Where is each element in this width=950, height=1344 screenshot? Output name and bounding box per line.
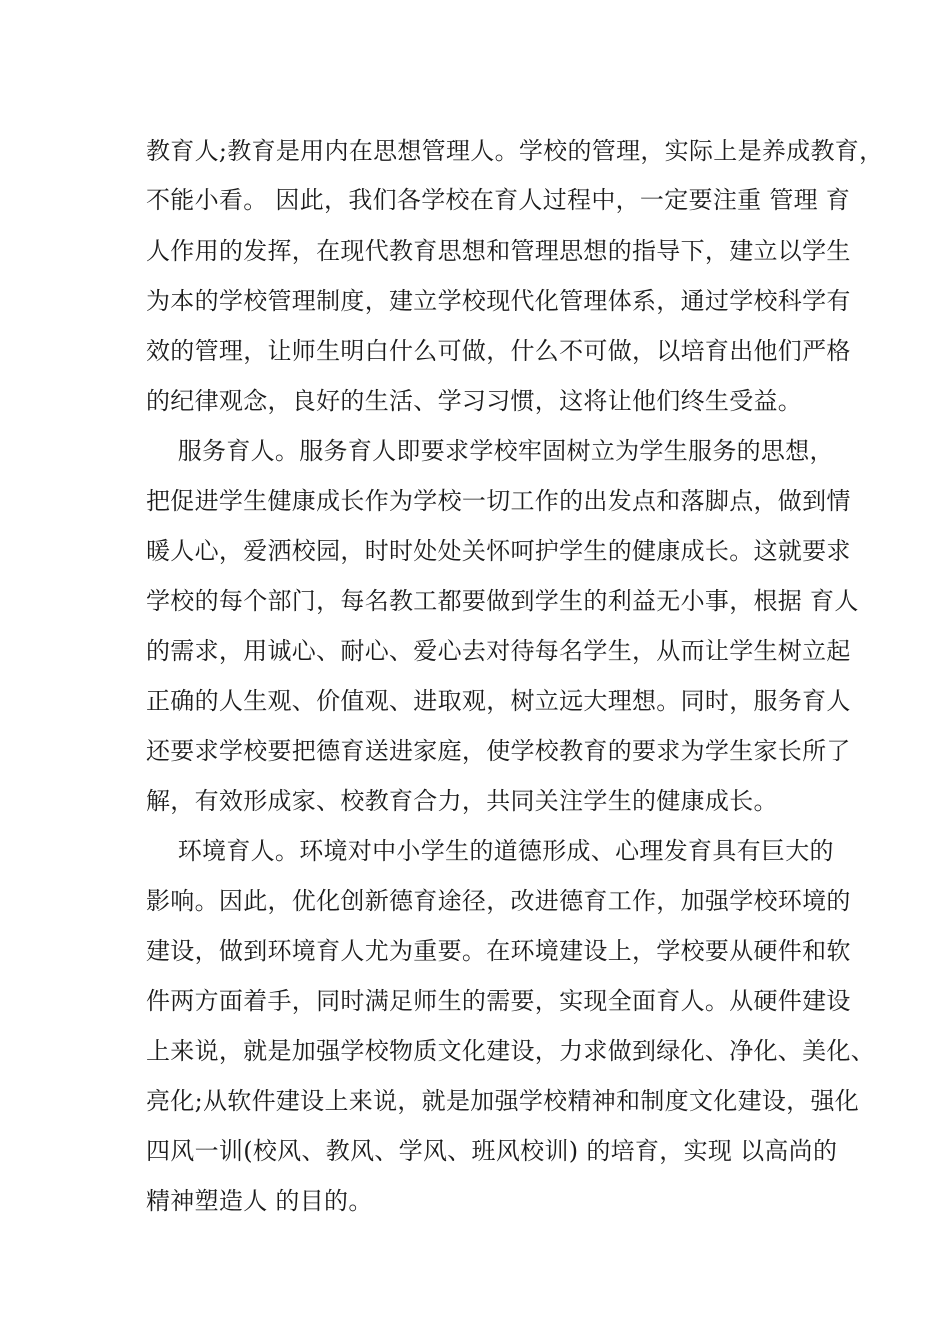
text-line: 不能小看。 因此，我们各学校在育人过程中，一定要注重 管理 育 <box>146 186 851 214</box>
text-line: 上来说，就是加强学校物质文化建设，力求做到绿化、净化、美化、 <box>146 1037 875 1065</box>
text-line: 教育人;教育是用内在思想管理人。学校的管理，实际上是养成教育， <box>146 137 884 165</box>
text-line: 暖人心，爱洒校园，时时处处关怀呵护学生的健康成长。这就要求 <box>146 537 851 565</box>
text-line: 件两方面着手，同时满足师生的需要，实现全面育人。从硬件建设 <box>146 987 851 1015</box>
text-line: 学校的每个部门，每名教工都要做到学生的利益无小事，根据 育人 <box>146 587 859 615</box>
text-line: 精神塑造人 的目的。 <box>146 1187 373 1215</box>
text-line: 影响。因此，优化创新德育途径，改进德育工作，加强学校环境的 <box>146 887 851 915</box>
text-line: 亮化;从软件建设上来说，就是加强学校精神和制度文化建设，强化 <box>146 1087 860 1115</box>
text-line: 还要求学校要把德育送进家庭，使学校教育的要求为学生家长所了 <box>146 737 851 765</box>
paragraph-first-line: 服务育人。服务育人即要求学校牢固树立为学生服务的思想， <box>146 437 834 465</box>
text-line: 的需求，用诚心、耐心、爱心去对待每名学生，从而让学生树立起 <box>146 637 851 665</box>
text-line: 为本的学校管理制度，建立学校现代化管理体系，通过学校科学有 <box>146 287 851 315</box>
text-line: 建设，做到环境育人尤为重要。在环境建设上，学校要从硬件和软 <box>146 937 851 965</box>
text-line: 的纪律观念，良好的生活、学习习惯，这将让他们终生受益。 <box>146 387 803 415</box>
text-line: 正确的人生观、价值观、进取观，树立远大理想。同时，服务育人 <box>146 687 851 715</box>
paragraph-first-line: 环境育人。环境对中小学生的道德形成、心理发育具有巨大的 <box>146 837 834 865</box>
text-line: 人作用的发挥，在现代教育思想和管理思想的指导下，建立以学生 <box>146 237 851 265</box>
text-line: 效的管理，让师生明白什么可做，什么不可做，以培育出他们严格 <box>146 337 851 365</box>
text-line: 把促进学生健康成长作为学校一切工作的出发点和落脚点，做到情 <box>146 487 851 515</box>
text-line: 四风一训(校风、教风、学风、班风校训) 的培育，实现 以高尚的 <box>146 1137 838 1165</box>
text-line: 解，有效形成家、校教育合力，共同关注学生的健康成长。 <box>146 787 778 815</box>
